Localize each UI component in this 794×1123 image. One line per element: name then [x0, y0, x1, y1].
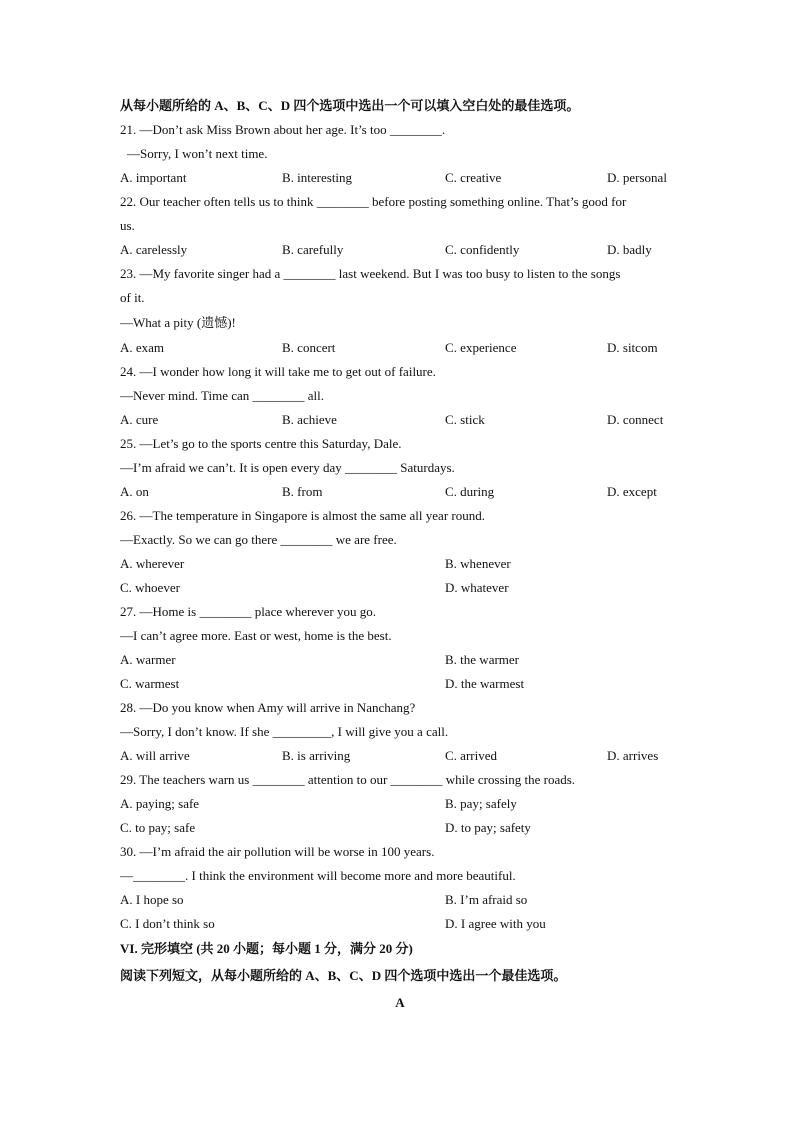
option-b: B. whenever — [445, 556, 511, 571]
question-30-line-1: 30. —I’m afraid the air pollution will be worse in 100 years. — [120, 844, 435, 859]
option-b: B. the warmer — [445, 652, 520, 667]
question-29-options-row-1 — [120, 792, 680, 816]
instruction: 从每小题所给的 A、B、C、D 四个选项中选出一个可以填入空白处的最佳选项。 — [120, 98, 580, 113]
option-d: D. whatever — [445, 580, 509, 595]
option-b: B. concert — [282, 340, 336, 355]
option-c: C. arrived — [445, 748, 497, 763]
option-d: D. to pay; safety — [445, 820, 531, 835]
section-title: VI. 完形填空 (共 20 小题；每小题 1 分，满分 20 分) — [120, 941, 413, 956]
question-23-line-3: —What a pity (遗憾)! — [120, 315, 236, 330]
question-25-line-2: —I’m afraid we can’t. It is open every day ________ Saturdays. — [120, 460, 455, 475]
option-a: A. I hope so — [120, 892, 184, 907]
option-b: B. I’m afraid so — [445, 892, 528, 907]
option-c: C. whoever — [120, 580, 180, 595]
section-instruction: 阅读下列短文，从每小题所给的 A、B、C、D 四个选项中选出一个最佳选项。 — [120, 968, 567, 983]
question-26-options-row-2 — [120, 576, 680, 600]
option-a: A. important — [120, 170, 187, 185]
question-22-line-1: 22. Our teacher often tells us to think ________ before posting something online. That’s good for — [120, 194, 627, 209]
question-27-options-row-1 — [120, 648, 680, 672]
question-22-options — [120, 238, 680, 262]
question-28-line-2: —Sorry, I don’t know. If she _________, I will give you a call. — [120, 724, 449, 739]
option-a: A. carelessly — [120, 242, 188, 257]
option-b: B. from — [282, 484, 323, 499]
question-30-options-row-2 — [120, 912, 680, 936]
option-d: D. connect — [607, 412, 664, 427]
option-d: D. badly — [607, 242, 652, 257]
option-d: D. sitcom — [607, 340, 658, 355]
exam-page — [120, 94, 680, 1016]
question-29-line-1: 29. The teachers warn us ________ attention to our ________ while crossing the roads. — [120, 772, 576, 787]
question-27-line-2: —I can’t agree more. East or west, home is the best. — [120, 628, 392, 643]
question-24-line-2: —Never mind. Time can ________ all. — [120, 388, 325, 403]
question-23-line-2: of it. — [120, 290, 145, 305]
question-25-line-1: 25. —Let’s go to the sports centre this Saturday, Dale. — [120, 436, 402, 451]
option-d: D. arrives — [607, 748, 659, 763]
question-26-line-1: 26. —The temperature in Singapore is almost the same all year round. — [120, 508, 485, 523]
option-c: C. confidently — [445, 242, 520, 257]
question-28-line-1: 28. —Do you know when Amy will arrive in Nanchang? — [120, 700, 416, 715]
question-26-line-2: —Exactly. So we can go there ________ we are free. — [120, 532, 397, 547]
option-a: A. on — [120, 484, 149, 499]
question-26-options-row-1 — [120, 552, 680, 576]
question-21-options — [120, 166, 680, 190]
option-c: C. warmest — [120, 676, 180, 691]
option-a: A. paying; safe — [120, 796, 200, 811]
option-b: B. achieve — [282, 412, 337, 427]
question-21-line-2: —Sorry, I won’t next time. — [127, 146, 268, 161]
question-28-options — [120, 744, 680, 768]
option-a: A. warmer — [120, 652, 176, 667]
question-29-options-row-2 — [120, 816, 680, 840]
question-25-options — [120, 480, 680, 504]
question-22-line-2: us. — [120, 218, 135, 233]
option-b: B. interesting — [282, 170, 353, 185]
option-b: B. is arriving — [282, 748, 351, 763]
option-c: C. I don’t think so — [120, 916, 215, 931]
question-21-line-1: 21. —Don’t ask Miss Brown about her age. It’s too ________. — [120, 122, 446, 137]
option-d: D. except — [607, 484, 657, 499]
question-27-options-row-2 — [120, 672, 680, 696]
option-d: D. personal — [607, 170, 667, 185]
question-30-line-2: —________. I think the environment will become more and more beautiful. — [120, 868, 516, 883]
option-c: C. during — [445, 484, 495, 499]
question-27-line-1: 27. —Home is ________ place wherever you go. — [120, 604, 376, 619]
question-23-options — [120, 336, 680, 360]
question-23-line-1: 23. —My favorite singer had a ________ last weekend. But I was too busy to listen to the songs — [120, 266, 621, 281]
passage-label: A — [395, 995, 405, 1010]
option-c: C. experience — [445, 340, 517, 355]
option-c: C. stick — [445, 412, 485, 427]
option-b: B. carefully — [282, 242, 344, 257]
question-24-options — [120, 408, 680, 432]
question-30-options-row-1 — [120, 888, 680, 912]
option-d: D. I agree with you — [445, 916, 546, 931]
option-a: A. wherever — [120, 556, 185, 571]
question-24-line-1: 24. —I wonder how long it will take me to get out of failure. — [120, 364, 436, 379]
option-d: D. the warmest — [445, 676, 525, 691]
option-c: C. to pay; safe — [120, 820, 196, 835]
option-a: A. will arrive — [120, 748, 190, 763]
option-c: C. creative — [445, 170, 502, 185]
option-a: A. exam — [120, 340, 165, 355]
option-a: A. cure — [120, 412, 159, 427]
option-b: B. pay; safely — [445, 796, 517, 811]
